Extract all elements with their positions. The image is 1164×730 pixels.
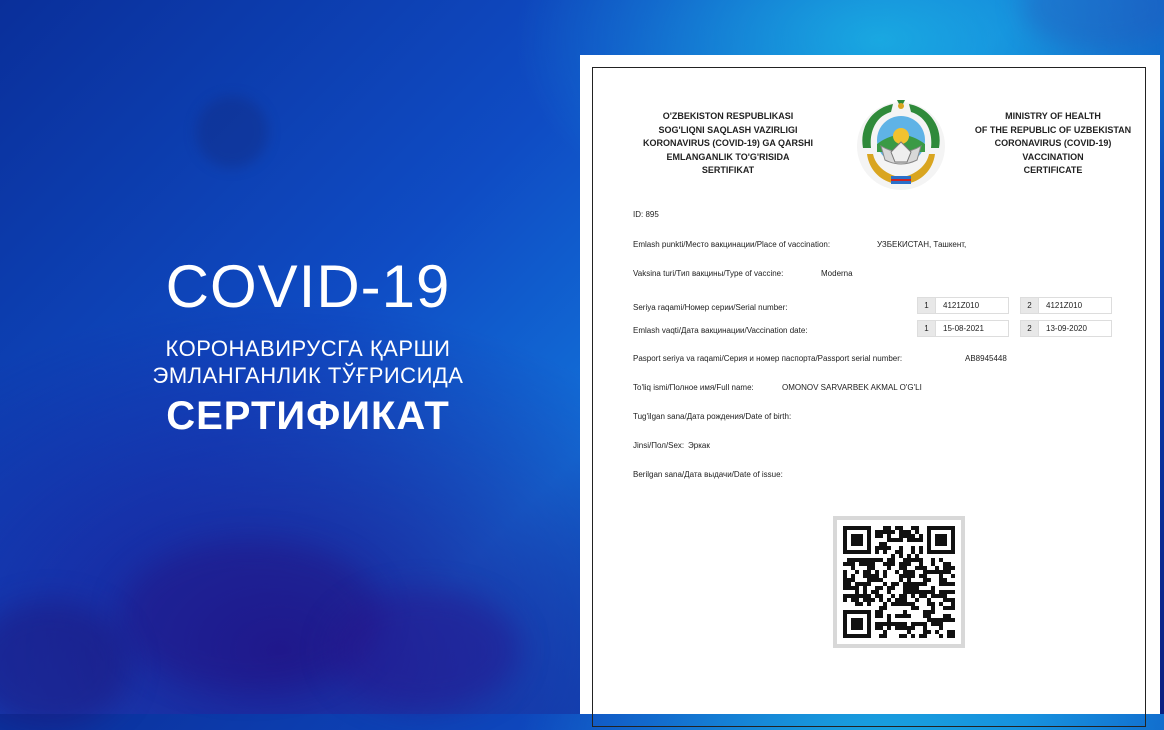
serial-box-2-value: 4121Z010	[1046, 301, 1083, 310]
background-virus-shape	[196, 96, 268, 168]
header-left-line: EMLANGANLIK TO'G'RISIDA	[666, 151, 790, 162]
header-right-line: OF THE REPUBLIC OF UZBEKISTAN	[974, 124, 1132, 135]
certificate-document	[580, 55, 1160, 714]
date-box-2-value: 13-09-2020	[1046, 324, 1087, 333]
serial-box-1-index: 1	[918, 298, 936, 313]
header-right-line: CERTIFICATE	[1023, 165, 1083, 175]
background-decor-shape	[330, 590, 520, 710]
header-right-line: MINISTRY OF HEALTH	[1005, 111, 1101, 121]
covid-title: COVID-19	[165, 253, 451, 320]
sex-label: Jinsi/Пол/Sex:	[633, 441, 685, 450]
date-box-2-index: 2	[1021, 321, 1039, 336]
subtitle-line-1: КОРОНАВИРУСГА ҚАРШИ	[165, 336, 451, 361]
passport-label: Pasport seriya va raqami/Серия и номер паспорта/Passport serial number:	[633, 354, 903, 363]
background-decor-shape	[1020, 0, 1164, 50]
certificate-border	[592, 67, 1146, 727]
header-right-line: VACCINATION	[1022, 151, 1084, 162]
sex-value: Эркак	[688, 441, 710, 450]
id-label: ID: 895	[633, 210, 659, 219]
header-left	[628, 110, 828, 178]
serial-box-2-index: 2	[1021, 298, 1039, 313]
passport-value: AB8945448	[965, 354, 1007, 363]
date-box-1-value: 15-08-2021	[943, 324, 984, 333]
header-left-line: SERTIFIKAT	[701, 165, 755, 175]
date-box-2	[1020, 320, 1112, 337]
qr-code-icon	[833, 516, 965, 648]
certificate-title: СЕРТИФИКАТ	[166, 394, 450, 438]
place-label: Emlash punkti/Место вакцинации/Place of vaccination:	[633, 240, 831, 249]
serial-box-1-value: 4121Z010	[943, 301, 980, 310]
subtitle-line-2: ЭМЛАНГАНЛИК ТЎҒРИСИДА	[152, 363, 464, 388]
uzbekistan-emblem-icon	[851, 96, 951, 192]
full-name-label: To'liq ismi/Полное имя/Full name:	[633, 383, 754, 392]
serial-box-1	[917, 297, 1009, 314]
header-right	[953, 110, 1153, 178]
serial-box-2	[1020, 297, 1112, 314]
serial-label: Seriya raqami/Номер серии/Serial number:	[633, 303, 788, 312]
vaccine-value: Moderna	[821, 269, 853, 278]
full-name-value: OMONOV SARVARBEK AKMAL O'G'LI	[782, 383, 922, 392]
issue-date-label: Berilgan sana/Дата выдачи/Date of issue:	[633, 470, 783, 479]
header-right-line: CORONAVIRUS (COVID-19)	[994, 138, 1112, 148]
place-value: УЗБЕКИСТАН, Ташкент,	[877, 240, 967, 249]
header-left-line: O'ZBEKISTON RESPUBLIKASI	[662, 111, 794, 121]
date-box-1	[917, 320, 1009, 337]
birth-date-label: Tug'ilgan sana/Дата рождения/Date of birth:	[633, 412, 792, 421]
date-box-1-index: 1	[918, 321, 936, 336]
header-left-line: SOG'LIQNI SAQLASH VAZIRLIGI	[658, 124, 798, 135]
date-label: Emlash vaqti/Дата вакцинации/Vaccination date:	[633, 326, 808, 335]
header-left-line: KORONAVIRUS (COVID-19) GA QARSHI	[642, 138, 813, 148]
background-decor-shape	[0, 600, 130, 730]
vaccine-label: Vaksina turi/Тип вакцины/Type of vaccine:	[633, 269, 784, 278]
